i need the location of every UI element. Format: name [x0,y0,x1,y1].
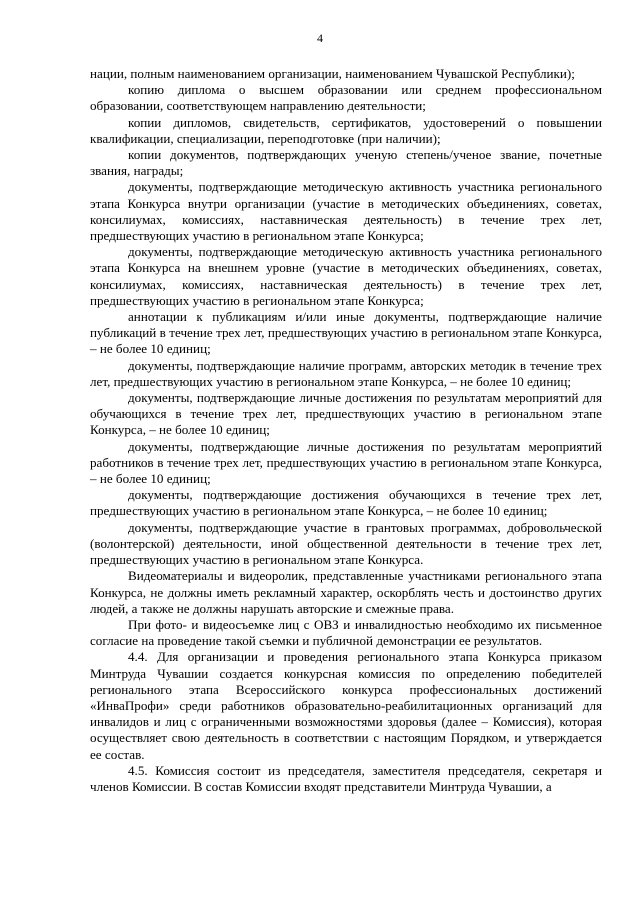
document-body [90,66,602,795]
paragraph-continuation: нации, полным наименованием организации, наименованием Чувашской Республики); [90,66,575,81]
list-item-degree-documents: копии документов, подтверждающих ученую степень/ученое звание, почетные звания, награды; [90,147,602,179]
section-4-5: 4.5. Комиссия состоит из председателя, заместителя председателя, секретаря и членов Комиссии. В состав Комиссии входят представители Минтруда Чувашии, а [90,762,602,794]
paragraph-photo-consent: При фото- и видеосъемке лиц с ОВЗ и инвалидностью необходимо их письменное согласие на проведение такой съемки и публичной демонстрации ее результатов. [90,616,602,649]
page-number: 4 [317,31,323,45]
paragraph-video-materials: Видеоматериалы и видеоролик, представленные участниками регионального этапа Конкурса, не должны иметь рекламный характер, оскорблять честь и достоинство других людей, а также не должны нарушать авторские и смежные права. [90,568,602,616]
list-item-student-achievements: документы, подтверждающие достижения обучающихся в течение трех лет, предшествующих участию в региональном этапе Конкурса, – не более 10 единиц; [90,487,602,519]
list-item-achievements-workers-events: документы, подтверждающие личные достижения по результатам мероприятий работников в течение трех лет, предшествующих участию в региональном этапе Конкурса, – не более 10 единиц; [90,438,602,487]
list-item-achievements-students-events: документы, подтверждающие личные достижения по результатам мероприятий для обучающихся в течение трех лет, предшествующих участию в региональном этапе Конкурса, – не более 10 единиц; [90,390,602,438]
list-item-programs-methods: документы, подтверждающие наличие программ, авторских методик в течение трех лет, предшествующих участию в региональном этапе Конкурса, – не более 10 единиц; [90,357,602,389]
list-item-grants-volunteering: документы, подтверждающие участие в грантовых программах, добровольческой (волонтерской) деятельности, иной общественной деятельности в течение трех лет, предшествующих участию в региональном этапе Конкурса. [90,519,602,568]
list-item-internal-methodical-activity: документы, подтверждающие методическую активность участника регионального этапа Конкурса внутри организации (участие в методических объединениях, советах, консилиумах, комиссиях, наставническая деятельность) в течение трех лет, предшествующих участию в региональном этапе Конкурса; [90,179,602,244]
list-item-publications: аннотации к публикациям и/или иные документы, подтверждающие наличие публикаций в течение трех лет, предшествующих участию в региональном этапе Конкурса, – не более 10 единиц; [90,309,602,357]
list-item-external-methodical-activity: документы, подтверждающие методическую активность участника регионального этапа Конкурса на внешнем уровне (участие в методических объединениях, советах, консилиумах, комиссиях, наставническая деятельность) в течение трех лет, предшествующих участию в региональном этапе Конкурса; [90,244,602,308]
list-item-diploma-copy: копию диплома о высшем образовании или среднем профессиональном образовании, соответствующем направлению деятельности; [90,82,602,114]
list-item-qualification-copies: копии дипломов, свидетельств, сертификатов, удостоверений о повышении квалификации, специализации, переподготовке (при наличии); [90,114,602,146]
section-4-4: 4.4. Для организации и проведения регионального этапа Конкурса приказом Минтруда Чувашии создается конкурсная комиссия по определению победителей регионального этапа Всероссийского конкурса профессиональных достижений «ИнваПрофи» среди работников образовательно-реабилитационных организаций для инвалидов и лиц с ограниченными возможностями здоровья (далее – Комиссия), которая осуществляет свою деятельность в соответствии с настоящим Порядком, и утверждается ее состав. [90,649,602,762]
